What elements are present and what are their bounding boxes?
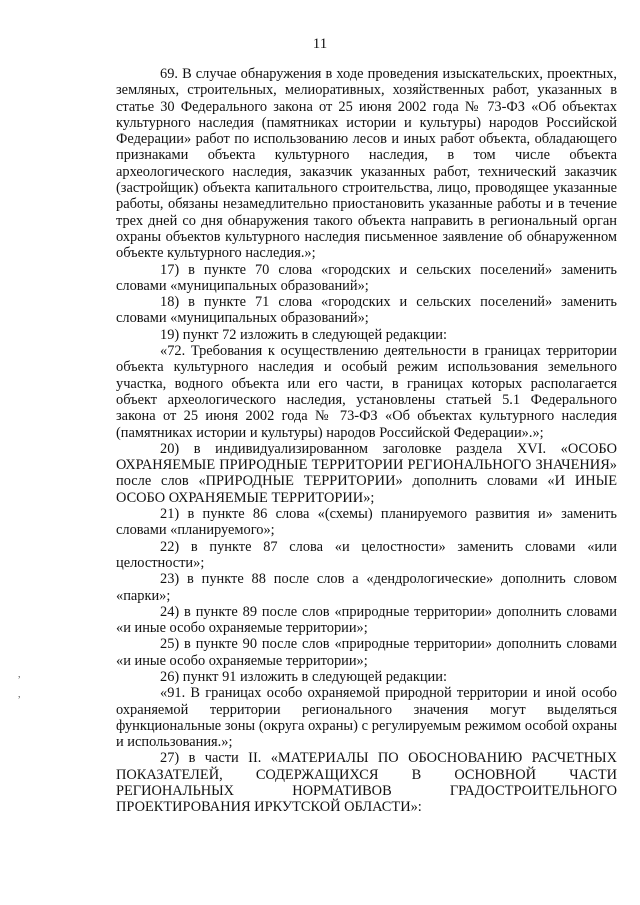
paragraph-27: 27) в части II. «МАТЕРИАЛЫ ПО ОБОСНОВАНИЮ РАСЧЕТНЫХ ПОКАЗАТЕЛЕЙ, СОДЕРЖАЩИХСЯ В ОСНОВНОЙ ЧАСТИ РЕГИОНАЛЬНЫХ НОРМАТИВОВ ГРАДОСТРОИТЕЛЬНОГО ПРОЕКТИРОВАНИЯ ИРКУТСКОЙ ОБЛАСТИ»: [116,750,617,816]
paragraph-23: 23) в пункте 88 после слов а «дендрологические» дополнить словом «парки»; [116,571,617,604]
page-number: 11 [312,36,328,52]
paragraph-72-text: «72. Требования к осуществлению деятельности в границах территории объекта культурного наследия и особый режим использования земельного участка, водного объекта или его части, в границах которых располагается объект археологического наследия, установлены статьей 5.1 Федерального закона от 25 июня 2002 года № 73-ФЗ «Об объектах культурного наследия (памятниках истории и культуры) народов Российской Федерации».»; [116,343,617,441]
paragraph-18: 18) в пункте 71 слова «городских и сельских поселений» заменить словами «муниципальных образований»; [116,294,617,327]
paragraph-91-text: «91. В границах особо охраняемой природной территории и иной особо охраняемой территории регионального значения могут выделяться функциональные зоны (округа охраны) с регулируемым режимом особой охраны и использования.»; [116,685,617,751]
paragraph-20: 20) в индивидуализированном заголовке раздела XVI. «ОСОБО ОХРАНЯЕМЫЕ ПРИРОДНЫЕ ТЕРРИТОРИИ РЕГИОНАЛЬНОГО ЗНАЧЕНИЯ» после слов «ПРИРОДНЫЕ ТЕРРИТОРИИ» дополнить словами «И ИНЫЕ ОСОБО ОХРАНЯЕМЫЕ ТЕРРИТОРИИ»; [116,440,617,506]
paragraph-69: 69. В случае обнаружения в ходе проведения изыскательских, проектных, земляных, строительных, мелиоративных, хозяйственных работ, указанных в статье 30 Федерального закона от 25 июня 2002 года № 73-ФЗ «Об объектах культурного наследия (памятниках истории и культуры) народов Российской Федерации» работ по использованию лесов и иных работ объекта, обладающего признаками объекта культурного наследия, в том числе объекта археологического наследия, заказчик указанных работ, технический заказчик (застройщик) объекта капитального строительства, лицо, проводящее указанные работы, обязаны незамедлительно приостановить указанные работы и в течение трех дней со дня обнаружения такого объекта направить в региональный орган охраны объектов культурного наследия письменное заявление об обнаруженном объекте культурного наследия.»; [116,66,617,262]
paragraph-19: 19) пункт 72 изложить в следующей редакции: [160,326,447,343]
paragraph-24: 24) в пункте 89 после слов «природные территории» дополнить словами «и иные особо охраняемые территории»; [116,603,617,637]
paragraph-21: 21) в пункте 86 слова «(схемы) планируемого развития и» заменить словами «планируемого»; [116,506,617,539]
document-body [116,66,617,816]
paragraph-25: 25) в пункте 90 после слов «природные территории» дополнить словами «и иные особо охраняемые территории»; [116,636,617,669]
paragraph-26: 26) пункт 91 изложить в следующей редакции: [160,668,447,685]
margin-mark: , [18,689,21,700]
margin-mark: , [18,669,21,680]
paragraph-22: 22) в пункте 87 слова «и целостности» заменить словами «или целостности»; [116,538,617,571]
paragraph-17: 17) в пункте 70 слова «городских и сельских поселений» заменить словами «муниципальных образований»; [116,261,617,294]
